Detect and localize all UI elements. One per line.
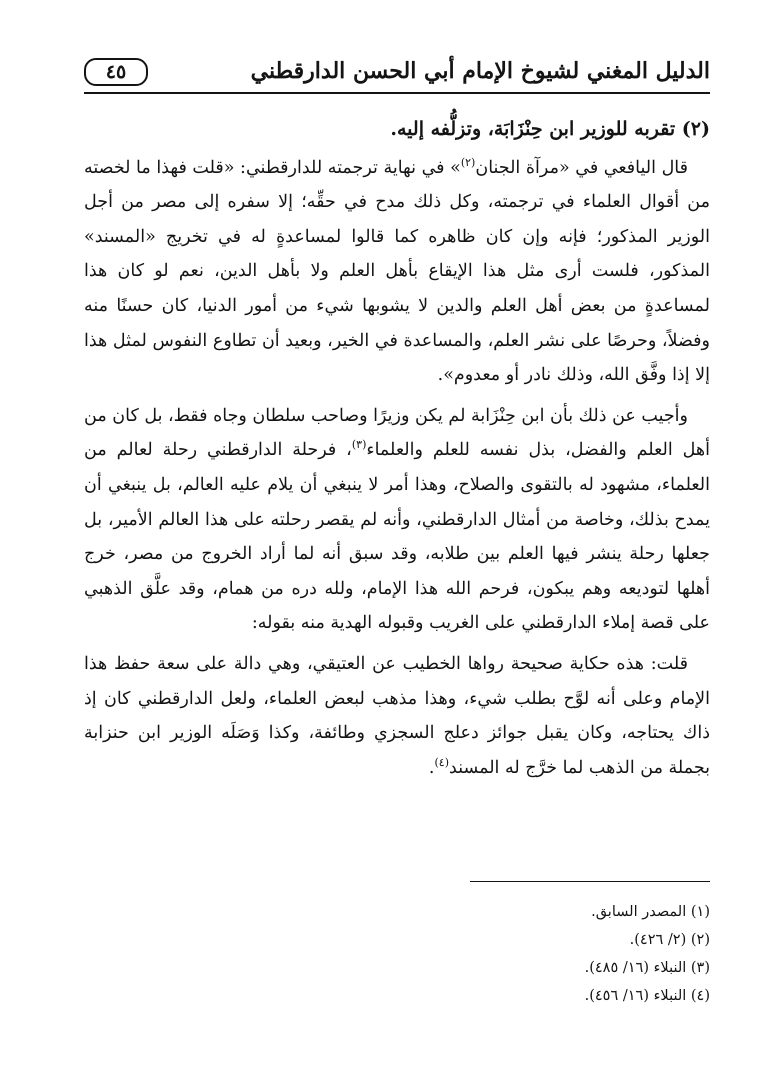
paragraph-text: وأجيب عن ذلك بأن ابن حِنْزَابة لم يكن وزيرًا وصاحب سلطان وجاه فقط، بل كان من أهل العلم والفضل، بذل نفسه للعلم والعلماء — [84, 405, 711, 461]
footnote-item: (٢) (٢/ ٤٢٦). — [629, 932, 710, 948]
section-heading: (٢) تقربه للوزير ابن حِنْزَابَة، وتزلُّفه إليه. — [390, 118, 710, 140]
footnote-separator — [470, 881, 710, 882]
header-rule — [84, 92, 710, 94]
footnote-item: (١) المصدر السابق. — [591, 904, 710, 920]
footnote-item: (٣) النبلاء (١٦/ ٤٨٥). — [584, 960, 710, 976]
page-number-frame — [84, 58, 148, 86]
footnote-ref: (٣) — [351, 438, 367, 452]
paragraph-text: ، فرحلة الدارقطني رحلة لعالم من العلماء، مشهود له بالتقوى والصلاح، وهذا أمر لا ينبغي أن يلام عليه العالم، بل ينبغي أن يمدح بذلك، وخاصة من أمثال الدارقطني، وأنه لم يقصر رحلته على هذا العالم الأمير، بل جعلها رحلة ينشر فيها العلم بين طلابه، وقد سبق أنه لما أراد الخروج من مصر، خرج أهلها لتوديعه وهم يبكون، فرحم الله هذا الإمام، ولله دره من همام، وقد علَّق الذهبي على قصة إملاء الدارقطني على الغريب وقبوله الهدية منه بقوله: — [84, 440, 710, 634]
running-title: الدليل المغني لشيوخ الإمام أبي الحسن الدارقطني — [250, 58, 710, 84]
paragraph-yafii-quote — [84, 151, 710, 393]
footnote-ref: (٤) — [434, 755, 450, 769]
footnote-ref: (٢) — [460, 155, 476, 169]
paragraph-response — [84, 399, 710, 641]
footnotes — [84, 898, 710, 1010]
paragraph-text: قال اليافعي في «مرآة الجنان — [475, 157, 688, 178]
paragraph-text: » في نهاية ترجمته للدارقطني: «قلت فهذا ما لخصته من أقوال العلماء في ترجمته، وكل ذلك مدح في حقِّه؛ إلا سفره إلى مصر من أجل الوزير المذكور؛ فإنه وإن كان ظاهره كما قالوا لمساعدةٍ له في تخريج «المسند» المذكور، فلست أرى مثل هذا الإيقاع بأهل العلم ولا بأهل الدين، نعم لو كان هذا لمساعدةٍ من بعض أهل العلم والدين لا يشوبها شيء من أمور الدنيا، كان حسنًا منه وفضلاً، وحرصًا على نشر العلم، والمساعدة في الخير، وبعيد أن تطاوع النفوس لمثل هذا إلا إذا وفَّق الله، وذلك نادر أو معدوم». — [84, 157, 710, 386]
paragraph-text: قلت: هذه حكاية صحيحة رواها الخطيب عن العتيقي، وهي دالة على سعة حفظ هذا الإمام وعلى أنه لوَّح بطلب شيء، وهذا مذهب لبعض العلماء، ولعل الدارقطني كان إذ ذاك يحتاجه، وكان يقبل جوائز دعلج السجزي وطائفة، وكذا وَصَلَه الوزير ابن حنزابة بجملة من الذهب لما خرَّج له المسند — [84, 653, 710, 778]
page-number: ٤٥ — [105, 61, 127, 83]
paragraph-dhahabi-comment — [84, 647, 710, 785]
page-header — [84, 56, 710, 96]
paragraph-text: . — [428, 757, 435, 778]
footnote-item: (٤) النبلاء (١٦/ ٤٥٦). — [584, 988, 710, 1004]
main-text — [84, 112, 710, 791]
